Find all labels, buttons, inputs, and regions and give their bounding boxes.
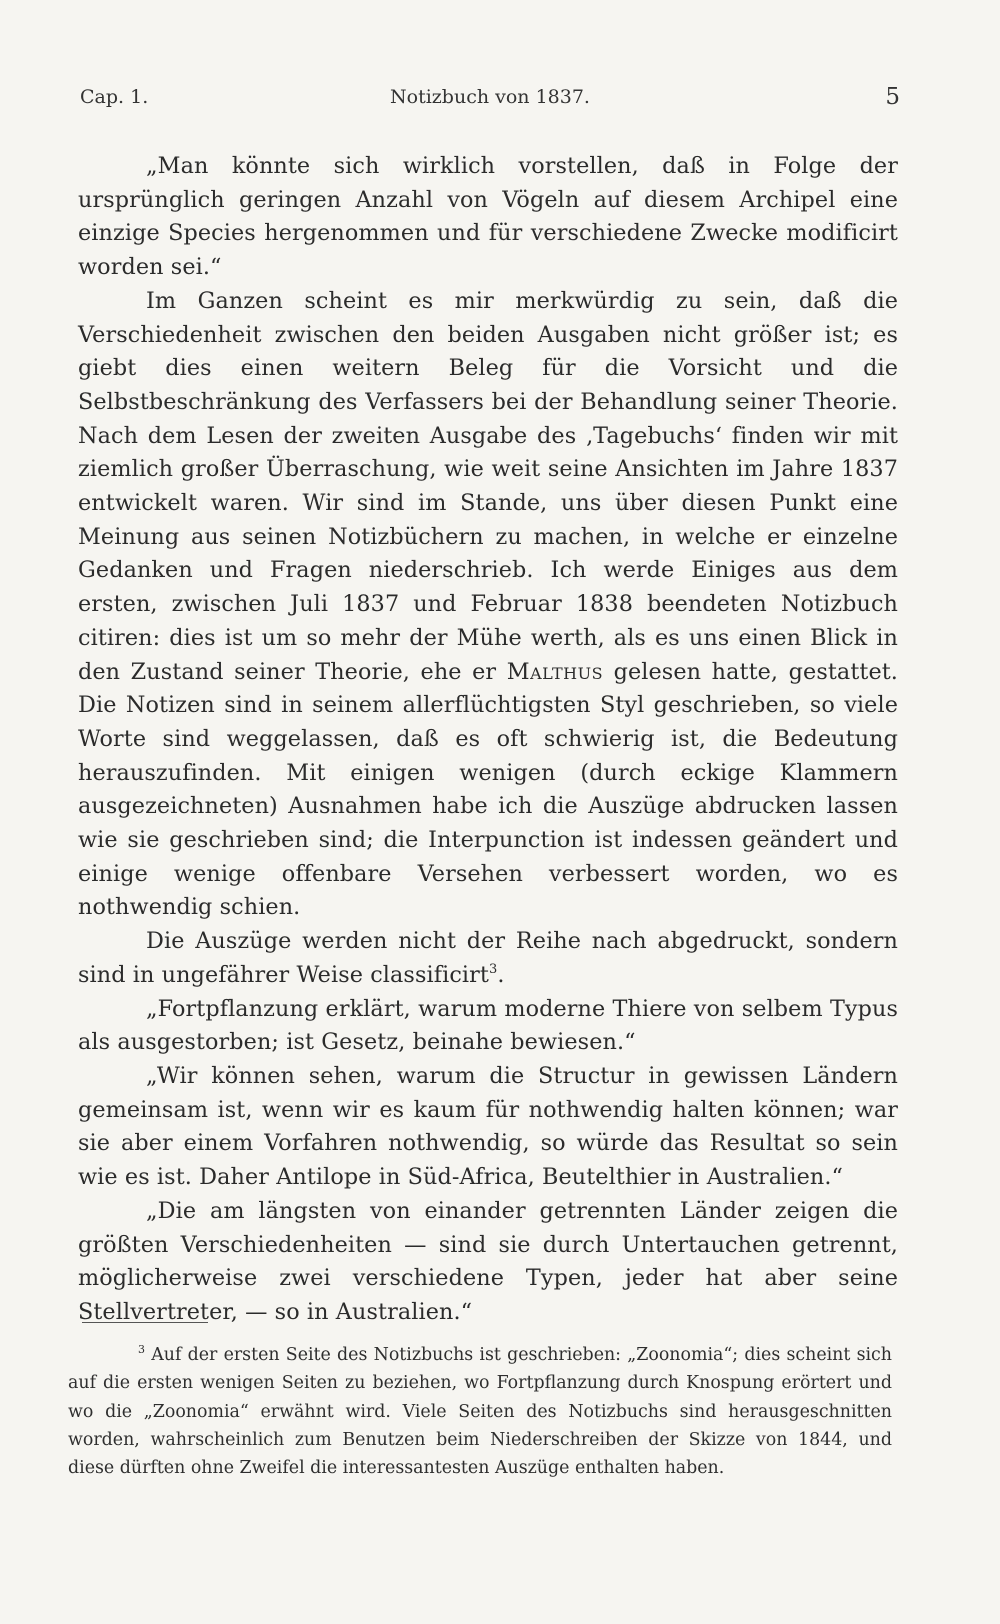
- author-name-smallcaps: Malthus: [506, 658, 604, 685]
- paragraph-extracts: [78, 925, 898, 992]
- paragraph-text: Die Auszüge werden nicht der Reihe nach abgedruckt, sondern sind in ungefährer Weise classificirt: [78, 928, 898, 988]
- paragraph-quote-fortpflanzung: „Fortpflanzung erklärt, warum moderne Thiere von selbem Typus als ausgestorben; ist Gesetz, beinahe bewiesen.“: [78, 995, 898, 1056]
- paragraph-quote-structur: „Wir können sehen, warum die Structur in gewissen Ländern gemeinsam ist, wenn wir es kaum für nothwendig halten können; war sie aber einem Vorfahren nothwendig, so würde das Resultat so sein wie es ist. Daher Antilope in Süd-Africa, Beutelthier in Australien.“: [78, 1062, 898, 1191]
- paragraph-quote-archipel: „Man könnte sich wirklich vorstellen, daß in Folge der ursprünglich geringen Anzahl von Vögeln auf diesem Archipel eine einzige Species hergenommen und für verschiedene Zwecke modificirt worden sei.“: [78, 153, 898, 281]
- paragraph-text: Im Ganzen scheint es mir merkwürdig zu sein, daß die Verschiedenheit zwischen den beiden Ausgaben nicht größer ist; es giebt dies einen weitern Beleg für die Vorsicht und die Selbstbeschränkung des Verfassers bei der Behandlung seiner Theorie. Nach dem Lesen der zweiten Ausgabe des ‚Tagebuchs‘ finden wir mit ziemlich großer Überraschung, wie weit seine Ansichten im Jahre 1837 entwickelt waren. Wir sind im Stande, uns über diesen Punkt eine Meinung aus seinen Notizbüchern zu machen, in welche er einzelne Gedanken und Fragen niederschrieb. Ich werde Einiges aus dem ersten, zwischen Juli 1837 und Februar 1838 beendeten Notizbuch citiren: dies ist um so mehr der Mühe werth, als es uns einen Blick in den Zustand seiner Theorie, ehe er: [78, 287, 898, 685]
- running-title: Notizbuch von 1837.: [390, 86, 590, 108]
- running-header: [80, 86, 900, 116]
- footnote-marker: 3: [138, 1343, 145, 1356]
- footnote: [68, 1341, 892, 1482]
- main-text: [78, 150, 898, 1330]
- footnote-text: Auf der ersten Seite des Notizbuchs ist geschrieben: „Zoonomia“; dies scheint sich auf die ersten wenigen Seiten zu beziehen, wo Fortpflanzung durch Knospung erörtert und wo die „Zoonomia“ erwähnt wird. Viele Seiten des Notizbuchs sind herausgeschnitten worden, wahrscheinlich zum Benutzen beim Niederschreiben der Skizze von 1844, und diese dürften ohne Zweifel die interessantesten Auszüge enthalten haben.: [68, 1345, 893, 1479]
- footnote-divider: [82, 1322, 208, 1323]
- footnote-paragraph: [68, 1341, 892, 1482]
- footnote-reference: 3: [488, 961, 498, 977]
- chapter-label: Cap. 1.: [80, 86, 149, 108]
- paragraph-text-end: .: [497, 961, 505, 988]
- page-number: 5: [885, 84, 900, 110]
- paragraph-text-continued: gelesen hatte, gestattet. Die Notizen sind in seinem allerflüchtigsten Styl geschrieben, so viele Worte sind weggelassen, daß es oft schwierig ist, die Bedeutung herauszufinden. Mit einigen wenigen (durch eckige Klammern ausgezeichneten) Ausnahmen habe ich die Auszüge abdrucken lassen wie sie geschrieben sind; die Interpunction ist indessen geändert und einige wenige offenbare Versehen verbessert worden, wo es nothwendig schien.: [78, 658, 898, 921]
- paragraph-quote-laender: „Die am längsten von einander getrennten Länder zeigen die größten Verschiedenheiten — sind sie durch Untertauchen getrennt, möglicherweise zwei verschiedene Typen, jeder hat aber seine Stellvertreter, — so in Australien.“: [78, 1197, 898, 1325]
- paragraph-editions: [78, 285, 898, 925]
